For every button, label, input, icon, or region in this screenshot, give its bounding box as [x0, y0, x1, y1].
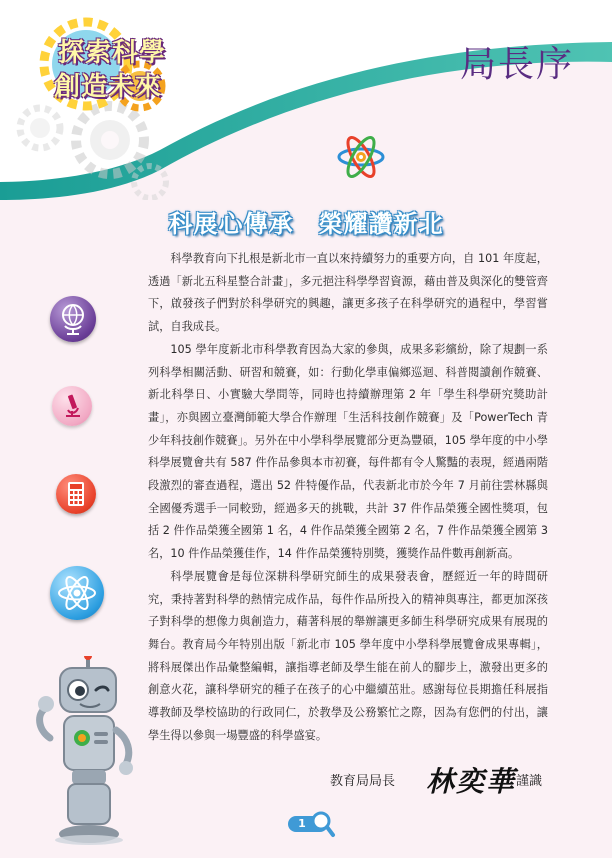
subtitle: 科展心傳承 榮耀讚新北: [168, 209, 444, 238]
paragraph: 105 學年度新北市科學教育因為大家的參與，成果多彩繽紛，除了規劃一系列科學相關活動、研習和競賽，如：行動化學車偏鄉巡迴、科普閱讀創作競賽、新北科學日、小實驗大學問等，同時也持續辦理第 2 年「學生科學研究獎助計畫」，亦與國立臺灣師範大學合作辦理「生活科技創作競賽」及「PowerTech 青少年科技創作競賽」。另外在中小學科學展覽部分更為豐碩，105 學年度的中小學科學展覽會共有 587 件作品參與本市初賽，每件都有令人驚豔的表現，經過兩階段激烈的審查過程，選出 52 件特優作品，代表新北市於今年 7 月前往雲林縣與全國優秀選手一同較勁，經過多天的挑戰，共計 37 件作品榮獲全國性獎項，包括 2 件作品榮獲全國第 1 名，4 件作品榮獲全國第 2 名，7 件作品榮獲全國第 3 名，10 件作品榮獲佳作，14 件作品榮獲特別獎，獲獎作品件數再創新高。: [148, 342, 548, 561]
signature-closing: 謹識: [516, 774, 543, 789]
robot-mascot: [28, 656, 152, 846]
atom-icon: [336, 132, 386, 182]
logo: [46, 30, 176, 100]
atom-icon: [50, 566, 104, 620]
magnifier-icon: [310, 810, 336, 838]
signature-name: 林奕華: [426, 765, 517, 798]
paragraph: 科學教育向下扎根是新北市一直以來持續努力的重要方向，自 101 年度起，透過「新北五科星整合計畫」，多元挹注科學學習資源，藉由普及與深化的雙管齊下，啟發孩子們對於科學研究的興趣，讓更多孩子在科學研究的過程中，學習嘗試，自我成長。: [148, 252, 548, 334]
globe-icon: [50, 296, 96, 342]
page-title: 局長序: [459, 44, 574, 85]
logo-line-2: 創造未來: [54, 72, 163, 102]
signature-role: 教育局局長: [330, 774, 396, 789]
microscope-icon: [52, 386, 92, 426]
body-text: [148, 248, 548, 747]
page-number: 1: [298, 817, 306, 830]
page-number-badge: [288, 810, 338, 840]
paragraph: 科學展覽會是每位深耕科學研究師生的成果發表會，歷經近一年的時間研究，秉持著對科學的熱情完成作品，每件作品所投入的精神與專注，都更加深孩子對科學的想像力與創造力，藉著科展的舉辦讓更多師生科學研究成果有展現的舞台。教育局今年特別出版「新北市 105 學年度中小學科學展覽會成果專輯」，將科展傑出作品彙整編輯，讓指導老師及學生能在前人的腳步上，激發出更多的創意火花，讓科學研究的種子在孩子的心中繼續茁壯。感謝每位長期擔任科展指導教師及學校協助的行政同仁，於教學及公務繁忙之際，因為有您們的付出，讓學生得以參與一場豐盛的科學盛宴。: [148, 569, 548, 742]
calculator-icon: [56, 474, 96, 514]
logo-line-1: 探索科學: [58, 38, 167, 68]
